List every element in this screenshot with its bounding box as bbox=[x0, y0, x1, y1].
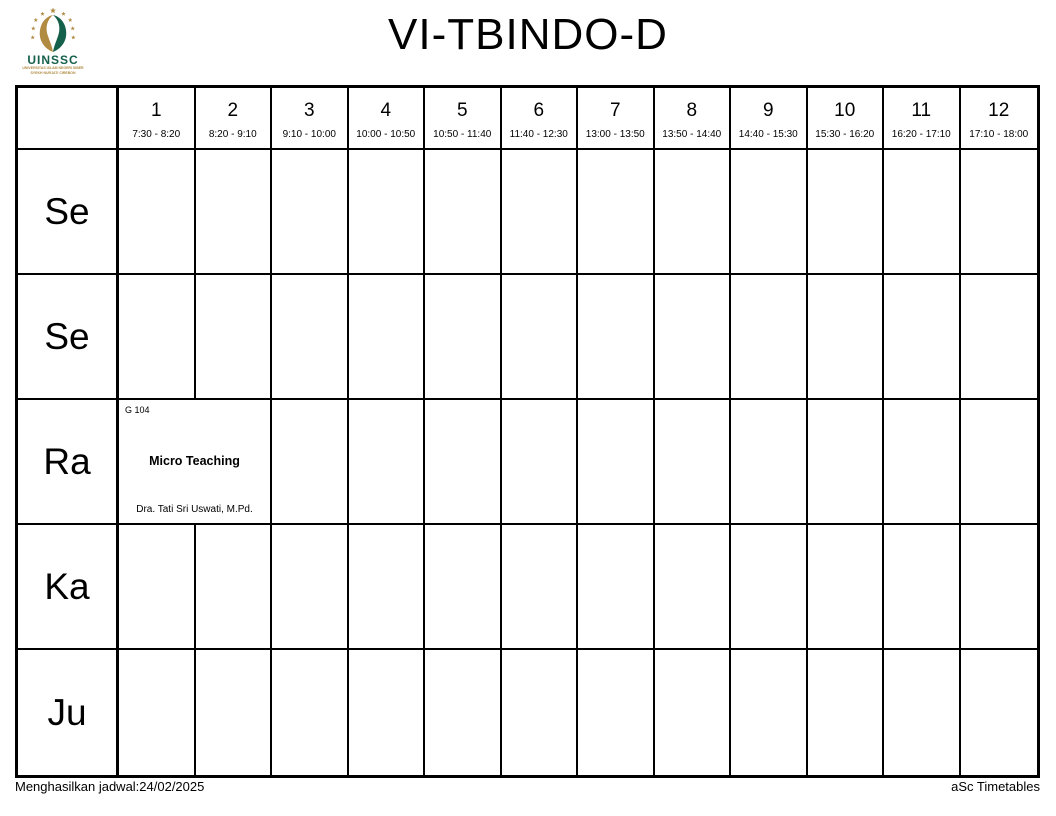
empty-cell bbox=[961, 400, 1038, 525]
empty-cell bbox=[884, 650, 961, 775]
period-number: 9 bbox=[762, 100, 774, 121]
logo-subtext-line2: SYEKH NURJATI CIREBON bbox=[30, 70, 76, 75]
empty-cell bbox=[196, 275, 273, 400]
generated-date-text: Menghasilkan jadwal:24/02/2025 bbox=[15, 779, 205, 794]
period-time: 11:40 - 12:30 bbox=[509, 129, 568, 140]
period-header-12 bbox=[961, 88, 1038, 150]
empty-cell bbox=[196, 525, 273, 650]
empty-cell bbox=[349, 400, 426, 525]
period-header-1 bbox=[119, 88, 196, 150]
lesson-teacher: Dra. Tati Sri Uswati, M.Pd. bbox=[136, 504, 253, 515]
day-label-jumat: Ju bbox=[18, 650, 119, 775]
empty-cell bbox=[349, 150, 426, 275]
empty-cell bbox=[425, 150, 502, 275]
day-label-kamis: Ka bbox=[18, 525, 119, 650]
empty-cell bbox=[884, 400, 961, 525]
corner-cell bbox=[18, 88, 119, 150]
period-time: 14:40 - 15:30 bbox=[738, 129, 798, 140]
empty-cell bbox=[731, 275, 808, 400]
empty-cell bbox=[655, 275, 732, 400]
period-number: 1 bbox=[150, 100, 162, 121]
period-header-11 bbox=[884, 88, 961, 150]
empty-cell bbox=[961, 275, 1038, 400]
empty-cell bbox=[578, 150, 655, 275]
empty-cell bbox=[731, 525, 808, 650]
logo-acronym: UINSSC bbox=[27, 53, 79, 67]
empty-cell bbox=[808, 400, 885, 525]
logo-subtext-line1: UNIVERSITAS ISLAM NEGERI SIBER bbox=[22, 66, 84, 70]
period-time: 13:50 - 14:40 bbox=[662, 129, 722, 140]
empty-cell bbox=[578, 275, 655, 400]
empty-cell bbox=[196, 650, 273, 775]
period-number: 2 bbox=[227, 100, 239, 121]
period-header-8 bbox=[655, 88, 732, 150]
empty-cell bbox=[884, 525, 961, 650]
period-time: 17:10 - 18:00 bbox=[969, 129, 1029, 140]
empty-cell bbox=[578, 650, 655, 775]
period-number: 11 bbox=[911, 100, 932, 121]
empty-cell bbox=[502, 400, 579, 525]
period-time: 9:10 - 10:00 bbox=[282, 129, 336, 140]
empty-cell bbox=[502, 650, 579, 775]
empty-cell bbox=[578, 400, 655, 525]
period-header-2 bbox=[196, 88, 273, 150]
period-time: 16:20 - 17:10 bbox=[891, 129, 951, 140]
empty-cell bbox=[425, 525, 502, 650]
empty-cell bbox=[119, 525, 196, 650]
empty-cell bbox=[349, 650, 426, 775]
empty-cell bbox=[808, 150, 885, 275]
day-label-rabu: Ra bbox=[18, 400, 119, 525]
empty-cell bbox=[808, 275, 885, 400]
period-header-7 bbox=[578, 88, 655, 150]
empty-cell bbox=[196, 150, 273, 275]
day-label-selasa: Se bbox=[18, 275, 119, 400]
period-number: 8 bbox=[686, 100, 698, 121]
empty-cell bbox=[655, 525, 732, 650]
empty-cell bbox=[655, 150, 732, 275]
empty-cell bbox=[502, 150, 579, 275]
empty-cell bbox=[119, 275, 196, 400]
period-time: 7:30 - 8:20 bbox=[132, 129, 181, 140]
empty-cell bbox=[808, 525, 885, 650]
empty-cell bbox=[425, 650, 502, 775]
period-time: 8:20 - 9:10 bbox=[208, 129, 257, 140]
empty-cell bbox=[884, 150, 961, 275]
lesson-card-micro-teaching bbox=[119, 400, 272, 525]
empty-cell bbox=[272, 150, 349, 275]
asc-timetables-credit: aSc Timetables bbox=[951, 779, 1040, 794]
period-header-10 bbox=[808, 88, 885, 150]
period-time: 15:30 - 16:20 bbox=[815, 129, 875, 140]
empty-cell bbox=[731, 650, 808, 775]
empty-cell bbox=[425, 275, 502, 400]
empty-cell bbox=[884, 275, 961, 400]
period-header-5 bbox=[425, 88, 502, 150]
period-number: 12 bbox=[988, 100, 1010, 121]
empty-cell bbox=[272, 650, 349, 775]
page-title: VI-TBINDO-D bbox=[388, 10, 668, 59]
period-number: 3 bbox=[303, 100, 315, 121]
empty-cell bbox=[272, 525, 349, 650]
empty-cell bbox=[349, 275, 426, 400]
empty-cell bbox=[808, 650, 885, 775]
period-header-9 bbox=[731, 88, 808, 150]
empty-cell bbox=[578, 525, 655, 650]
empty-cell bbox=[731, 150, 808, 275]
empty-cell bbox=[655, 650, 732, 775]
empty-cell bbox=[272, 275, 349, 400]
timetable-grid bbox=[15, 85, 1040, 778]
period-number: 7 bbox=[609, 100, 621, 121]
empty-cell bbox=[961, 525, 1038, 650]
empty-cell bbox=[961, 650, 1038, 775]
period-header-6 bbox=[502, 88, 579, 150]
period-time: 13:00 - 13:50 bbox=[585, 129, 645, 140]
day-label-senin: Se bbox=[18, 150, 119, 275]
lesson-room: G 104 bbox=[125, 405, 150, 415]
empty-cell bbox=[119, 650, 196, 775]
empty-cell bbox=[731, 400, 808, 525]
period-time: 10:00 - 10:50 bbox=[356, 129, 416, 140]
period-number: 6 bbox=[533, 100, 545, 121]
period-time: 10:50 - 11:40 bbox=[433, 129, 492, 140]
empty-cell bbox=[425, 400, 502, 525]
empty-cell bbox=[502, 275, 579, 400]
empty-cell bbox=[119, 150, 196, 275]
period-header-3 bbox=[272, 88, 349, 150]
empty-cell bbox=[961, 150, 1038, 275]
period-header-4 bbox=[349, 88, 426, 150]
empty-cell bbox=[655, 400, 732, 525]
empty-cell bbox=[349, 525, 426, 650]
empty-cell bbox=[272, 400, 349, 525]
empty-cell bbox=[502, 525, 579, 650]
lesson-subject: Micro Teaching bbox=[149, 453, 240, 468]
period-number: 5 bbox=[456, 100, 468, 121]
period-number: 10 bbox=[834, 100, 856, 121]
period-number: 4 bbox=[380, 100, 392, 121]
